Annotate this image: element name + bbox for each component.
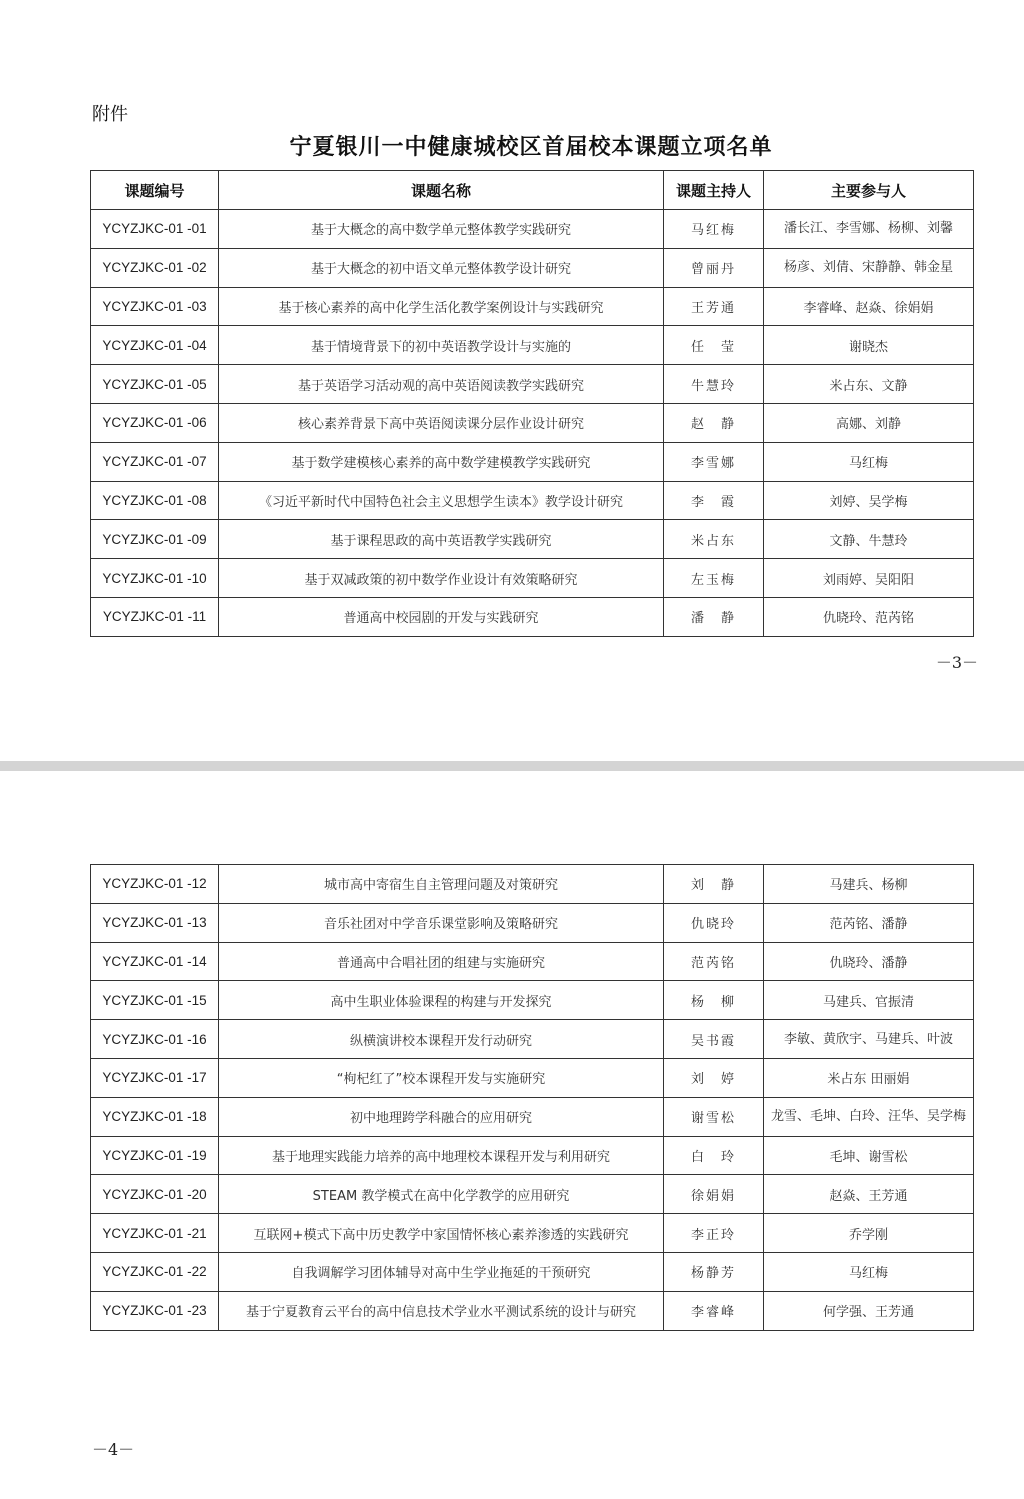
project-participants: 仇晓玲、范芮铭	[764, 597, 974, 636]
project-host: 任 莹	[664, 326, 764, 365]
project-participants: 杨彦、刘倩、宋静静、韩金星	[764, 248, 974, 287]
project-host: 李雪娜	[664, 442, 764, 481]
table-body-page-3	[91, 210, 974, 637]
project-title: 基于课程思政的高中英语教学实践研究	[219, 520, 664, 559]
project-participants: 文静、牛慧玲	[764, 520, 974, 559]
project-title: 互联网+模式下高中历史教学中家国情怀核心素养渗透的实践研究	[219, 1214, 664, 1253]
project-host: 杨 柳	[664, 981, 764, 1020]
table-row	[91, 597, 974, 636]
project-code: YCYZJKC-01 -20	[91, 1175, 219, 1214]
project-code: YCYZJKC-01 -21	[91, 1214, 219, 1253]
table-row	[91, 210, 974, 249]
project-code: YCYZJKC-01 -15	[91, 981, 219, 1020]
table-row	[91, 520, 974, 559]
header-host: 课题主持人	[664, 171, 764, 210]
project-code: YCYZJKC-01 -08	[91, 481, 219, 520]
project-title: 音乐社团对中学音乐课堂影响及策略研究	[219, 903, 664, 942]
table-row	[91, 559, 974, 598]
table-row	[91, 287, 974, 326]
project-title: 初中地理跨学科融合的应用研究	[219, 1097, 664, 1136]
project-table-page-4	[90, 864, 974, 1331]
project-code: YCYZJKC-01 -14	[91, 942, 219, 981]
project-participants: 乔学刚	[764, 1214, 974, 1253]
project-title: 自我调解学习团体辅导对高中生学业拖延的干预研究	[219, 1252, 664, 1291]
project-code: YCYZJKC-01 -01	[91, 210, 219, 249]
project-participants: 范芮铭、潘静	[764, 903, 974, 942]
project-participants: 龙雪、毛坤、白玲、汪华、吴学梅	[764, 1097, 974, 1136]
project-participants: 谢晓杰	[764, 326, 974, 365]
project-title: 《习近平新时代中国特色社会主义思想学生读本》教学设计研究	[219, 481, 664, 520]
project-host: 潘 静	[664, 597, 764, 636]
project-title: 基于地理实践能力培养的高中地理校本课程开发与利用研究	[219, 1136, 664, 1175]
table-row	[91, 981, 974, 1020]
project-participants: 米占东、文静	[764, 365, 974, 404]
project-participants: 李敏、黄欣宇、马建兵、叶波	[764, 1020, 974, 1059]
project-title: 城市高中寄宿生自主管理问题及对策研究	[219, 865, 664, 904]
project-participants: 马建兵、杨柳	[764, 865, 974, 904]
project-code: YCYZJKC-01 -22	[91, 1252, 219, 1291]
project-host: 范芮铭	[664, 942, 764, 981]
project-host: 刘 婷	[664, 1058, 764, 1097]
table-row	[91, 942, 974, 981]
project-host: 左玉梅	[664, 559, 764, 598]
project-title: 基于情境背景下的初中英语教学设计与实施的	[219, 326, 664, 365]
project-code: YCYZJKC-01 -07	[91, 442, 219, 481]
project-host: 王芳通	[664, 287, 764, 326]
project-code: YCYZJKC-01 -23	[91, 1291, 219, 1330]
header-code: 课题编号	[91, 171, 219, 210]
project-code: YCYZJKC-01 -09	[91, 520, 219, 559]
project-code: YCYZJKC-01 -19	[91, 1136, 219, 1175]
project-host: 牛慧玲	[664, 365, 764, 404]
project-participants: 李睿峰、赵焱、徐娟娟	[764, 287, 974, 326]
table-row	[91, 865, 974, 904]
project-host: 仇晓玲	[664, 903, 764, 942]
project-title: 核心素养背景下高中英语阅读课分层作业设计研究	[219, 403, 664, 442]
project-title: 基于双减政策的初中数学作业设计有效策略研究	[219, 559, 664, 598]
table-row	[91, 1175, 974, 1214]
table-body-page-4	[91, 865, 974, 1331]
project-host: 曾丽丹	[664, 248, 764, 287]
project-title: 普通高中合唱社团的组建与实施研究	[219, 942, 664, 981]
project-title: 基于数学建模核心素养的高中数学建模教学实践研究	[219, 442, 664, 481]
project-title: “枸杞红了”校本课程开发与实施研究	[219, 1058, 664, 1097]
project-title: 高中生职业体验课程的构建与开发探究	[219, 981, 664, 1020]
project-code: YCYZJKC-01 -17	[91, 1058, 219, 1097]
document-title: 宁夏银川一中健康城校区首届校本课题立项名单	[289, 134, 773, 160]
project-host: 赵 静	[664, 403, 764, 442]
table-row	[91, 365, 974, 404]
table-row	[91, 1252, 974, 1291]
project-title: 基于大概念的初中语文单元整体教学设计研究	[219, 248, 664, 287]
project-code: YCYZJKC-01 -18	[91, 1097, 219, 1136]
table-row	[91, 481, 974, 520]
project-participants: 何学强、王芳通	[764, 1291, 974, 1330]
project-code: YCYZJKC-01 -11	[91, 597, 219, 636]
page-divider	[0, 761, 1024, 771]
project-host: 李正玲	[664, 1214, 764, 1253]
project-participants: 马红梅	[764, 442, 974, 481]
header-title: 课题名称	[219, 171, 664, 210]
table-row	[91, 1291, 974, 1330]
header-participants: 主要参与人	[764, 171, 974, 210]
table-row	[91, 1020, 974, 1059]
project-host: 徐娟娟	[664, 1175, 764, 1214]
project-host: 谢雪松	[664, 1097, 764, 1136]
project-participants: 刘雨婷、吴阳阳	[764, 559, 974, 598]
project-participants: 赵焱、王芳通	[764, 1175, 974, 1214]
table-row	[91, 903, 974, 942]
project-host: 李睿峰	[664, 1291, 764, 1330]
project-code: YCYZJKC-01 -05	[91, 365, 219, 404]
project-participants: 马红梅	[764, 1252, 974, 1291]
table-header-row	[91, 171, 974, 210]
table-row	[91, 1136, 974, 1175]
project-title: 基于英语学习活动观的高中英语阅读教学实践研究	[219, 365, 664, 404]
table-row	[91, 248, 974, 287]
project-title: 普通高中校园剧的开发与实践研究	[219, 597, 664, 636]
project-participants: 高娜、刘静	[764, 403, 974, 442]
project-participants: 刘婷、吴学梅	[764, 481, 974, 520]
project-code: YCYZJKC-01 -13	[91, 903, 219, 942]
table-row	[91, 1214, 974, 1253]
table-row	[91, 1058, 974, 1097]
project-title: 基于大概念的高中数学单元整体教学实践研究	[219, 210, 664, 249]
project-title: 基于核心素养的高中化学生活化教学案例设计与实践研究	[219, 287, 664, 326]
project-host: 刘 静	[664, 865, 764, 904]
document-page-4	[0, 771, 1024, 1499]
project-code: YCYZJKC-01 -16	[91, 1020, 219, 1059]
table-row	[91, 442, 974, 481]
project-participants: 毛坤、谢雪松	[764, 1136, 974, 1175]
project-host: 白 玲	[664, 1136, 764, 1175]
project-code: YCYZJKC-01 -02	[91, 248, 219, 287]
page-number: －4－	[92, 1440, 135, 1459]
project-title: 基于宁夏教育云平台的高中信息技术学业水平测试系统的设计与研究	[219, 1291, 664, 1330]
project-participants: 潘长江、李雪娜、杨柳、刘馨	[764, 210, 974, 249]
project-host: 吴书霞	[664, 1020, 764, 1059]
project-table-page-3	[90, 170, 974, 637]
project-host: 杨静芳	[664, 1252, 764, 1291]
table-row	[91, 1097, 974, 1136]
project-participants: 马建兵、官振清	[764, 981, 974, 1020]
project-code: YCYZJKC-01 -06	[91, 403, 219, 442]
project-participants: 仇晓玲、潘静	[764, 942, 974, 981]
project-host: 马红梅	[664, 210, 764, 249]
attachment-label: 附件	[92, 104, 128, 125]
table-row	[91, 326, 974, 365]
project-code: YCYZJKC-01 -04	[91, 326, 219, 365]
project-host: 李 霞	[664, 481, 764, 520]
table-row	[91, 403, 974, 442]
project-host: 米占东	[664, 520, 764, 559]
project-code: YCYZJKC-01 -10	[91, 559, 219, 598]
page-number: －3－	[935, 653, 978, 672]
project-title: 纵横演讲校本课程开发行动研究	[219, 1020, 664, 1059]
project-code: YCYZJKC-01 -03	[91, 287, 219, 326]
project-code: YCYZJKC-01 -12	[91, 865, 219, 904]
project-participants: 米占东 田丽娟	[764, 1058, 974, 1097]
project-title: STEAM 教学模式在高中化学教学的应用研究	[219, 1175, 664, 1214]
